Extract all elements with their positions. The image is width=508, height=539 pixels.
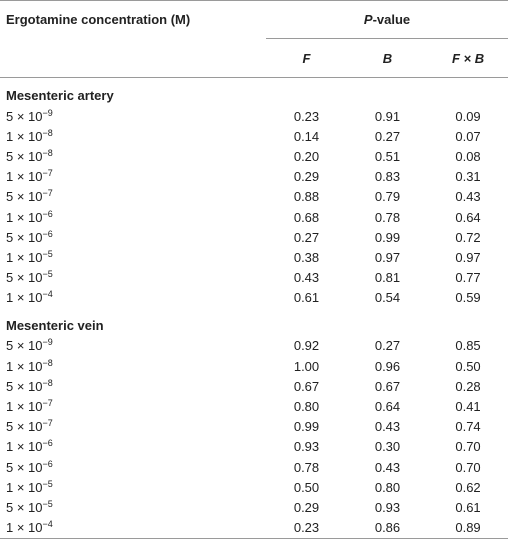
table-row bbox=[0, 268, 508, 288]
b-value-cell: 0.81 bbox=[374, 270, 401, 286]
concentration-base: 5 × 10 bbox=[6, 378, 43, 394]
concentration-cell bbox=[0, 497, 266, 517]
concentration-exponent: −8 bbox=[42, 377, 53, 388]
fxb-value-cell: 0.77 bbox=[455, 270, 481, 286]
concentration-cell bbox=[0, 376, 266, 396]
f-value-cell: 0.78 bbox=[293, 459, 320, 475]
fxb-value-cell: 0.61 bbox=[455, 499, 481, 515]
concentration-cell bbox=[0, 146, 266, 166]
f-value-cell: 0.88 bbox=[293, 189, 320, 205]
concentration-base: 1 × 10 bbox=[6, 358, 43, 374]
table-row bbox=[0, 457, 508, 477]
concentration-exponent: −9 bbox=[42, 107, 53, 118]
concentration-cell bbox=[0, 457, 266, 477]
concentration-cell bbox=[0, 437, 266, 457]
fxb-value-cell: 0.59 bbox=[455, 290, 481, 306]
fxb-value-cell: 0.85 bbox=[455, 338, 481, 354]
concentration-base: 5 × 10 bbox=[6, 459, 43, 475]
fxb-value-cell: 0.64 bbox=[455, 209, 481, 225]
concentration-cell bbox=[0, 518, 266, 539]
b-value-cell: 0.78 bbox=[374, 209, 401, 225]
table-row bbox=[0, 288, 508, 308]
concentration-cell bbox=[0, 247, 266, 267]
concentration-base: 5 × 10 bbox=[6, 189, 43, 205]
concentration-exponent: −9 bbox=[42, 337, 53, 348]
concentration-exponent: −5 bbox=[42, 248, 53, 259]
b-value-cell: 0.91 bbox=[374, 108, 401, 124]
concentration-base: 5 × 10 bbox=[6, 338, 43, 354]
fxb-value-cell: 0.62 bbox=[455, 479, 481, 495]
fxb-value-cell: 0.97 bbox=[455, 249, 481, 265]
table-row bbox=[0, 396, 508, 416]
f-value-cell: 0.29 bbox=[293, 499, 320, 515]
concentration-exponent: −8 bbox=[42, 127, 53, 138]
concentration-base: 5 × 10 bbox=[6, 419, 43, 435]
b-value-cell: 0.30 bbox=[374, 439, 401, 455]
fxb-value-cell: 0.41 bbox=[455, 399, 481, 415]
fxb-value-cell: 0.07 bbox=[455, 128, 481, 144]
f-value-cell: 0.93 bbox=[293, 439, 320, 455]
f-value-cell: 0.50 bbox=[293, 479, 320, 495]
f-value-cell: 0.38 bbox=[293, 249, 320, 265]
concentration-cell bbox=[0, 396, 266, 416]
fxb-value-cell: 0.72 bbox=[455, 229, 481, 245]
section-title: Mesenteric artery bbox=[6, 88, 114, 103]
b-value-cell: 0.54 bbox=[374, 290, 401, 306]
concentration-cell bbox=[0, 187, 266, 207]
concentration-cell bbox=[0, 268, 266, 288]
b-value-cell: 0.83 bbox=[374, 169, 401, 185]
fxb-value-cell: 0.89 bbox=[428, 518, 508, 539]
f-value-cell: 0.80 bbox=[293, 399, 320, 415]
f-value-cell: 0.29 bbox=[293, 169, 320, 185]
table-row bbox=[0, 167, 508, 187]
table-row bbox=[0, 417, 508, 437]
pvalue-header bbox=[266, 1, 508, 39]
column-header-b: B bbox=[347, 39, 428, 78]
concentration-cell bbox=[0, 227, 266, 247]
concentration-exponent: −5 bbox=[42, 269, 53, 280]
f-value-cell: 0.43 bbox=[293, 270, 320, 286]
concentration-cell bbox=[0, 356, 266, 376]
fxb-value-cell: 0.74 bbox=[455, 419, 481, 435]
concentration-exponent: −6 bbox=[42, 228, 53, 239]
table-row bbox=[0, 356, 508, 376]
header-row-1 bbox=[0, 1, 508, 39]
b-value-cell: 0.86 bbox=[347, 518, 428, 539]
column-header-fxb: F × B bbox=[428, 39, 508, 78]
b-value-cell: 0.64 bbox=[374, 399, 401, 415]
b-value-cell: 0.97 bbox=[374, 249, 401, 265]
b-value-cell: 0.51 bbox=[374, 148, 401, 164]
table-row bbox=[0, 477, 508, 497]
concentration-base: 1 × 10 bbox=[6, 249, 43, 265]
f-value-cell: 0.68 bbox=[293, 209, 320, 225]
b-value-cell: 0.93 bbox=[374, 499, 401, 515]
pvalue-header-italic: P bbox=[363, 12, 373, 27]
concentration-cell bbox=[0, 207, 266, 227]
table-row bbox=[0, 518, 508, 539]
table-body bbox=[0, 78, 508, 539]
f-value-cell: 0.67 bbox=[293, 378, 320, 394]
concentration-cell bbox=[0, 167, 266, 187]
f-value-cell: 0.14 bbox=[293, 128, 320, 144]
concentration-exponent: −4 bbox=[42, 289, 53, 300]
concentration-cell bbox=[0, 336, 266, 356]
concentration-base: 1 × 10 bbox=[6, 290, 43, 306]
table-row bbox=[0, 106, 508, 126]
b-value-cell: 0.79 bbox=[374, 189, 401, 205]
b-value-cell: 0.43 bbox=[374, 419, 401, 435]
fxb-value-cell: 0.70 bbox=[455, 439, 481, 455]
fxb-value-cell: 0.09 bbox=[455, 108, 481, 124]
b-value-cell: 0.96 bbox=[374, 358, 401, 374]
f-value-cell: 0.99 bbox=[293, 419, 320, 435]
f-value-cell: 0.27 bbox=[293, 229, 320, 245]
table-row bbox=[0, 376, 508, 396]
section-title: Mesenteric vein bbox=[6, 317, 104, 333]
b-value-cell: 0.80 bbox=[374, 479, 401, 495]
concentration-base: 1 × 10 bbox=[6, 479, 43, 495]
concentration-base: 1 × 10 bbox=[6, 128, 43, 144]
concentration-base: 1 × 10 bbox=[6, 439, 43, 455]
concentration-exponent: −7 bbox=[42, 398, 53, 409]
b-value-cell: 0.27 bbox=[374, 128, 401, 144]
concentration-base: 5 × 10 bbox=[6, 499, 43, 515]
fxb-value-cell: 0.08 bbox=[455, 148, 481, 164]
fxb-value-cell: 0.31 bbox=[455, 169, 481, 185]
concentration-exponent: −6 bbox=[42, 208, 53, 219]
table-row bbox=[0, 497, 508, 517]
concentration-base: 5 × 10 bbox=[6, 229, 43, 245]
concentration-base: 1 × 10 bbox=[6, 399, 43, 415]
concentration-cell bbox=[0, 126, 266, 146]
concentration-base: 5 × 10 bbox=[6, 270, 43, 286]
concentration-exponent: −7 bbox=[42, 188, 53, 199]
concentration-exponent: −4 bbox=[42, 519, 53, 530]
table-row bbox=[0, 126, 508, 146]
concentration-cell bbox=[0, 417, 266, 437]
concentration-header: Ergotamine concentration (M) bbox=[0, 1, 266, 78]
fxb-value-cell: 0.43 bbox=[455, 189, 481, 205]
f-value-cell: 0.61 bbox=[293, 290, 320, 306]
table-row bbox=[0, 247, 508, 267]
concentration-exponent: −7 bbox=[42, 418, 53, 429]
b-value-cell: 0.27 bbox=[374, 338, 401, 354]
table-row bbox=[0, 437, 508, 457]
section-header-row bbox=[0, 78, 508, 107]
concentration-cell bbox=[0, 288, 266, 308]
b-value-cell: 0.67 bbox=[374, 378, 401, 394]
f-value-cell: 0.92 bbox=[293, 338, 320, 354]
concentration-exponent: −6 bbox=[42, 438, 53, 449]
fxb-value-cell: 0.28 bbox=[455, 378, 481, 394]
table-row bbox=[0, 187, 508, 207]
table-row bbox=[0, 336, 508, 356]
table-row bbox=[0, 146, 508, 166]
fxb-value-cell: 0.70 bbox=[455, 459, 481, 475]
b-value-cell: 0.99 bbox=[374, 229, 401, 245]
concentration-base: 1 × 10 bbox=[6, 169, 43, 185]
section-header-row bbox=[0, 308, 508, 336]
concentration-exponent: −8 bbox=[42, 147, 53, 158]
f-value-cell: 0.20 bbox=[293, 148, 320, 164]
table-row bbox=[0, 207, 508, 227]
f-value-cell: 1.00 bbox=[293, 358, 320, 374]
concentration-cell bbox=[0, 477, 266, 497]
f-value-cell: 0.23 bbox=[293, 108, 320, 124]
concentration-base: 5 × 10 bbox=[6, 108, 43, 124]
fxb-value-cell: 0.50 bbox=[455, 358, 481, 374]
concentration-base: 5 × 10 bbox=[6, 148, 43, 164]
concentration-exponent: −7 bbox=[42, 168, 53, 179]
b-value-cell: 0.43 bbox=[374, 459, 401, 475]
concentration-base: 1 × 10 bbox=[6, 209, 43, 225]
column-header-f: F bbox=[266, 39, 347, 78]
concentration-exponent: −5 bbox=[42, 478, 53, 489]
concentration-base: 1 × 10 bbox=[6, 520, 43, 536]
f-value-cell: 0.23 bbox=[266, 518, 347, 539]
table-row bbox=[0, 227, 508, 247]
concentration-cell bbox=[0, 106, 266, 126]
concentration-exponent: −6 bbox=[42, 458, 53, 469]
concentration-exponent: −8 bbox=[42, 357, 53, 368]
pvalue-header-rest: -value bbox=[372, 12, 411, 27]
concentration-exponent: −5 bbox=[42, 498, 53, 509]
